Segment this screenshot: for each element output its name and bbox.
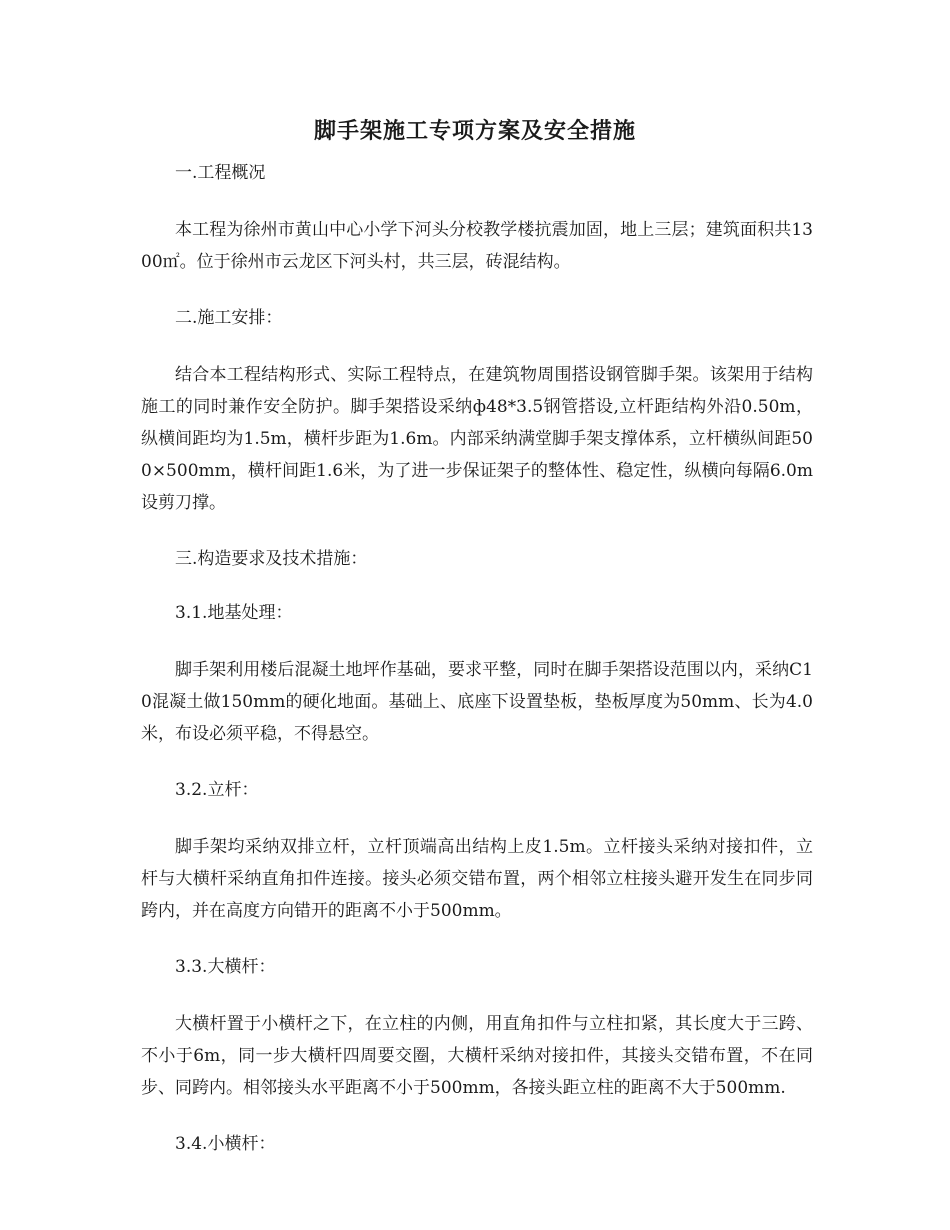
paragraph-uprights: 脚手架均采纳双排立杆，立杆顶端高出结构上皮1.5m。立杆接头采纳对接扣件，立杆与大横杆采纳直角扣件连接。接头必须交错布置，两个相邻立柱接头避开发生在同步同跨内，并在高度方向错开的距离不小于500mm。	[141, 837, 813, 921]
paragraph-arrangement: 结合本工程结构形式、实际工程特点，在建筑物周围搭设钢管脚手架。该架用于结构施工的同时兼作安全防护。脚手架搭设采纳ф48*3.5钢管搭设,立杆距结构外沿0.50m，纵横间距均为1.5m，横杆步距为1.6m。内部采纳满堂脚手架支撑体系，立杆横纵间距500×500mm，横杆间距1.6米，为了进一步保证架子的整体性、稳定性，纵横向每隔6.0m设剪刀撑。	[141, 365, 813, 513]
subsection-heading-ledgers: 3.3.大横杆：	[175, 957, 276, 977]
paragraph-foundation: 脚手架利用楼后混凝土地坪作基础，要求平整，同时在脚手架搭设范围以内，采纳C10混凝土做150mm的硬化地面。基础上、底座下设置垫板，垫板厚度为50mm、长为4.0米，布设必须平稳，不得悬空。	[141, 660, 813, 744]
subsection-heading-transoms: 3.4.小横杆：	[175, 1134, 276, 1154]
document-body	[141, 160, 813, 1185]
document-title: 脚手架施工专项方案及安全措施	[313, 118, 636, 144]
section-heading-overview: 一.工程概况	[175, 163, 266, 183]
subsection-heading-uprights: 3.2.立杆：	[175, 780, 259, 800]
subsection-heading-foundation: 3.1.地基处理：	[175, 603, 293, 623]
paragraph-overview: 本工程为徐州市黄山中心小学下河头分校教学楼抗震加固，地上三层；建筑面积共1300㎡。位于徐州市云龙区下河头村，共三层，砖混结构。	[141, 220, 813, 272]
section-heading-requirements: 三.构造要求及技术措施：	[175, 549, 368, 569]
paragraph-ledgers: 大横杆置于小横杆之下，在立柱的内侧，用直角扣件与立柱扣紧，其长度大于三跨、不小于6m，同一步大横杆四周要交圈，大横杆采纳对接扣件，其接头交错布置，不在同步、同跨内。相邻接头水平距离不小于500mm，各接头距立柱的距离不大于500mm.	[141, 1014, 813, 1098]
section-heading-arrangement: 二.施工安排：	[175, 308, 283, 328]
